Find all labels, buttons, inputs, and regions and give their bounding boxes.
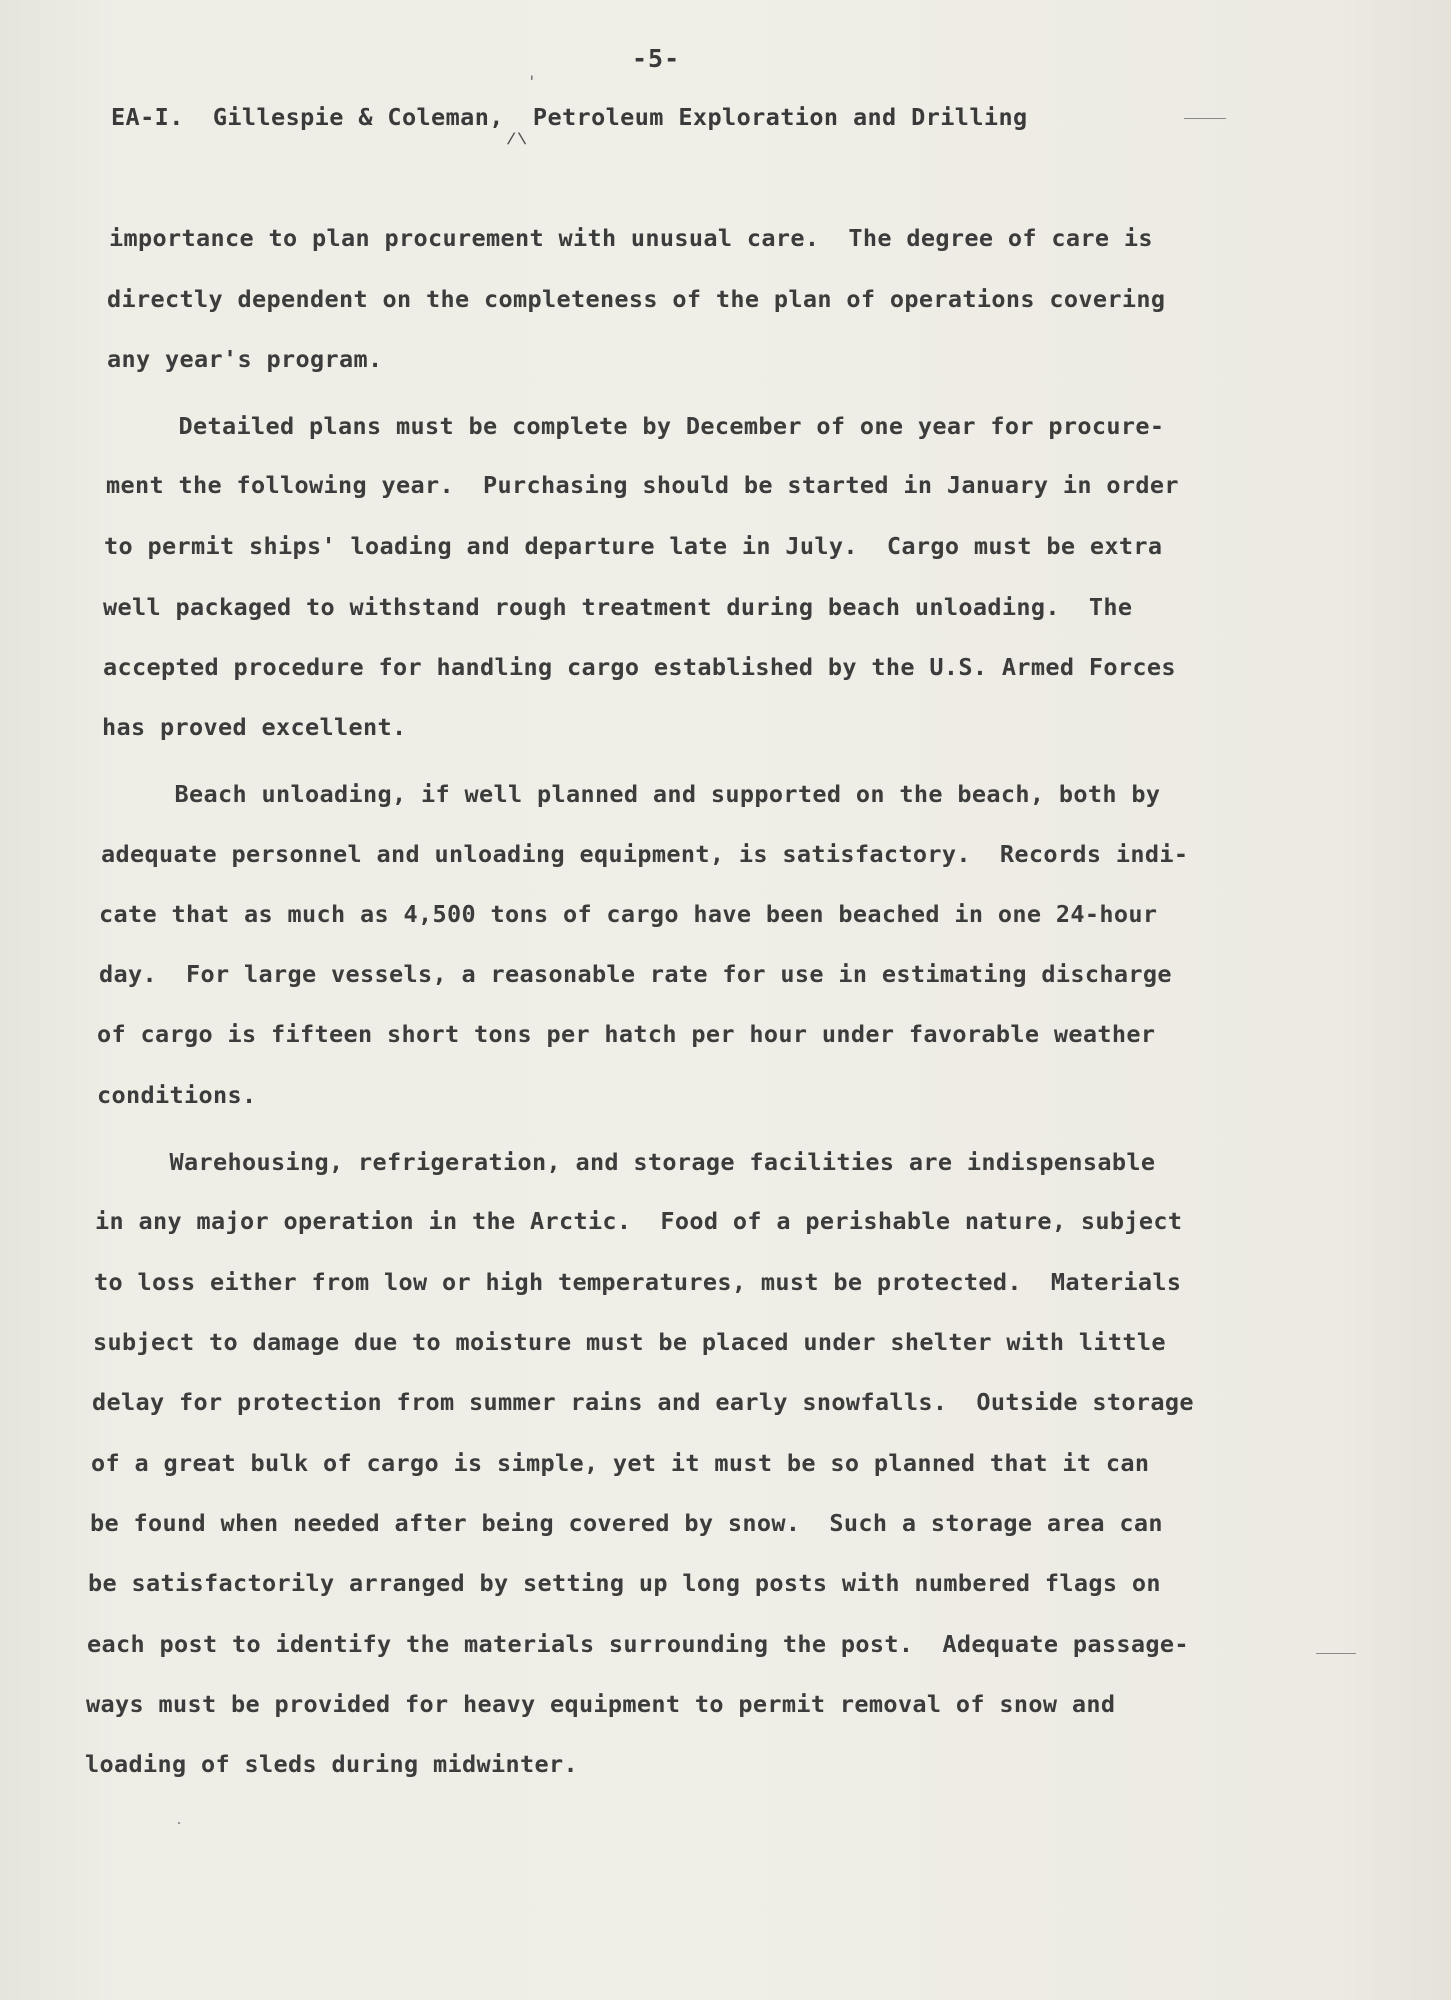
text-line: ment the following year. Purchasing should be started in January in order — [106, 471, 1179, 499]
text-line: accepted procedure for handling cargo established by the U.S. Armed Forces — [103, 653, 1176, 681]
text-line: has proved excellent. — [102, 713, 407, 741]
text-line: ways must be provided for heavy equipment to permit removal of snow and — [86, 1690, 1116, 1718]
text-line: in any major operation in the Arctic. Food of a perishable nature, subject — [95, 1207, 1183, 1235]
page-number: -5- — [632, 44, 681, 73]
text-line: directly dependent on the completeness of the plan of operations covering — [107, 285, 1166, 313]
editor-tick-mark: ' — [527, 72, 537, 91]
text-line: be found when needed after being covered by snow. Such a storage area can — [90, 1509, 1163, 1537]
document-header: EA-I. Gillespie & Coleman, Petroleum Exploration and Drilling — [111, 103, 1028, 131]
text-line: conditions. — [97, 1081, 257, 1109]
text-line: importance to plan procurement with unusual care. The degree of care is — [109, 224, 1153, 252]
text-line: day. For large vessels, a reasonable rate for use in estimating discharge — [99, 960, 1172, 988]
text-line: each post to identify the materials surrounding the post. Adequate passage- — [87, 1630, 1189, 1658]
text-line: cate that as much as 4,500 tons of cargo have been beached in one 24-hour — [99, 900, 1158, 928]
margin-rule-top — [1184, 118, 1226, 119]
text-line: Beach unloading, if well planned and supported on the beach, both by — [102, 780, 1161, 808]
margin-rule-bottom — [1316, 1653, 1356, 1654]
text-line: of cargo is fifteen short tons per hatch per hour under favorable weather — [97, 1020, 1156, 1048]
text-line: be satisfactorily arranged by setting up long posts with numbered flags on — [88, 1569, 1161, 1597]
text-line: adequate personnel and unloading equipment, is satisfactory. Records indi- — [101, 840, 1189, 868]
text-line: of a great bulk of cargo is simple, yet it must be so planned that it can — [91, 1449, 1150, 1477]
text-line: Warehousing, refrigeration, and storage facilities are indispensable — [97, 1148, 1156, 1176]
insertion-caret-mark: /\ — [506, 130, 528, 147]
text-line: Detailed plans must be complete by December of one year for procure- — [106, 412, 1165, 440]
text-line: subject to damage due to moisture must be placed under shelter with little — [93, 1328, 1166, 1356]
text-line: to permit ships' loading and departure late in July. Cargo must be extra — [104, 532, 1163, 560]
text-line: well packaged to withstand rough treatment during beach unloading. The — [103, 593, 1133, 621]
text-line: loading of sleds during midwinter. — [85, 1750, 578, 1778]
paper-speck — [178, 1822, 180, 1824]
text-line: any year's program. — [107, 345, 383, 373]
text-line: delay for protection from summer rains and early snowfalls. Outside storage — [92, 1388, 1194, 1416]
text-line: to loss either from low or high temperatures, must be protected. Materials — [94, 1268, 1182, 1296]
